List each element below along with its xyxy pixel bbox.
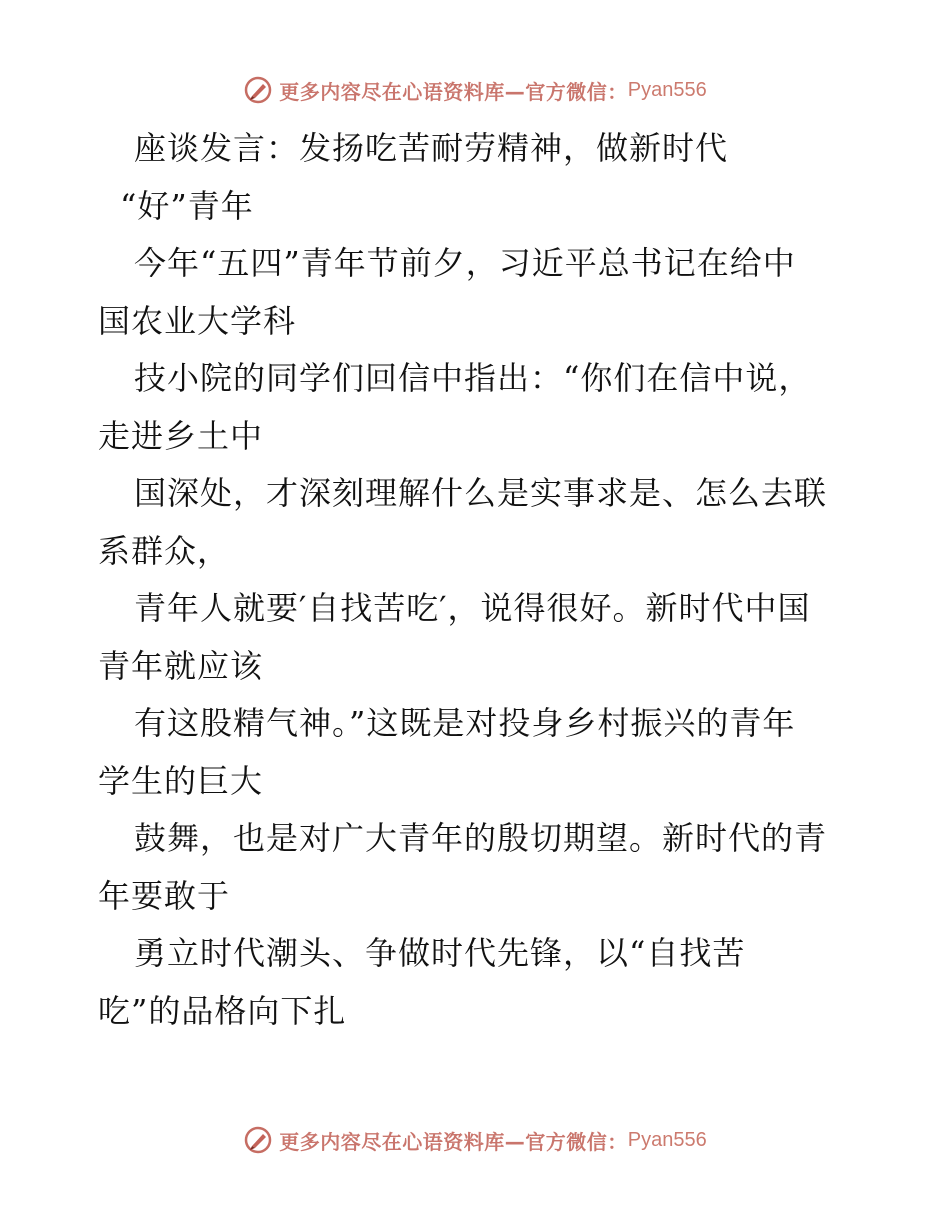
body-line: 吃”的品格向下扎	[98, 991, 347, 1030]
body-line: 鼓舞，也是对广大青年的殷切期望。新时代的青	[134, 819, 828, 857]
body-line: 技小院的同学们回信中指出：“你们在信中说，	[134, 359, 812, 397]
pen-logo-icon	[243, 1125, 273, 1155]
header-watermark	[0, 70, 950, 110]
body-line: 年要敢于	[98, 876, 231, 915]
body-line: 有这股精气神。”这既是对投身乡村振兴的青年	[134, 704, 796, 742]
body-line: 青年就应该	[98, 646, 264, 685]
body-line: 今年“五四”青年节前夕，习近平总书记在给中	[134, 244, 796, 282]
body-line: 走进乡土中	[98, 416, 264, 455]
body-line: 系群众，	[98, 531, 231, 570]
watermark-text: 更多内容尽在心语资料库—官方微信：	[279, 1129, 628, 1154]
pen-logo-icon	[243, 75, 273, 105]
document-title-line-2: “好”青年	[120, 186, 254, 225]
watermark-wechat-id: Pyan556	[627, 78, 707, 101]
body-line: 勇立时代潮头、争做时代先锋，以“自找苦	[134, 934, 746, 972]
body-line: 国农业大学科	[98, 301, 297, 340]
watermark-wechat-id: Pyan556	[627, 1128, 707, 1151]
watermark-text: 更多内容尽在心语资料库—官方微信：	[279, 79, 628, 104]
body-line: 青年人就要′自找苦吃′，说得很好。新时代中国	[134, 589, 811, 627]
body-line: 学生的巨大	[98, 761, 264, 800]
document-body	[98, 120, 858, 1040]
footer-watermark	[0, 1120, 950, 1160]
document-title-line-1: 座谈发言：发扬吃苦耐劳精神，做新时代	[134, 129, 729, 167]
body-line: 国深处，才深刻理解什么是实事求是、怎么去联	[134, 474, 828, 512]
